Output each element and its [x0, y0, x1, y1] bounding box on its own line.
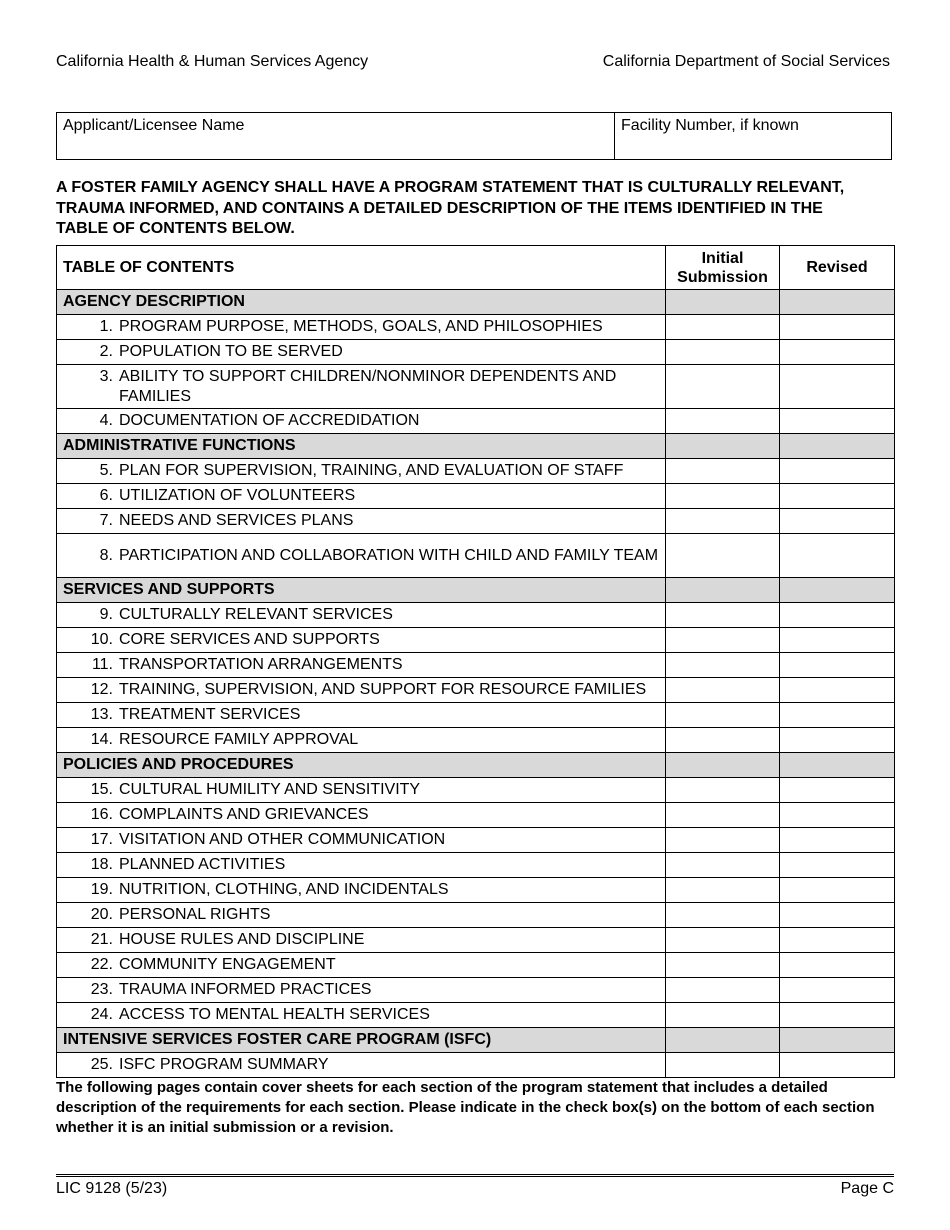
initial-submission-checkbox-cell[interactable] — [666, 509, 780, 534]
section-initial-cell — [666, 578, 780, 603]
table-row — [57, 509, 895, 534]
section-revised-cell — [780, 434, 895, 459]
facility-number-field[interactable] — [615, 113, 891, 159]
item-label: NEEDS AND SERVICES PLANS — [119, 512, 354, 529]
item-number: 23. — [90, 981, 113, 998]
item-number: 8. — [99, 546, 113, 564]
table-row — [57, 1053, 895, 1078]
table-row — [57, 365, 895, 409]
revised-checkbox-cell[interactable] — [780, 978, 895, 1003]
initial-submission-checkbox-cell[interactable] — [666, 978, 780, 1003]
item-cell — [57, 828, 666, 853]
table-row — [57, 484, 895, 509]
item-label: PLAN FOR SUPERVISION, TRAINING, AND EVALUATION OF STAFF — [119, 462, 624, 479]
table-row — [57, 534, 895, 578]
item-number: 10. — [90, 631, 113, 648]
revised-checkbox-cell[interactable] — [780, 315, 895, 340]
table-row — [57, 903, 895, 928]
item-number: 18. — [90, 856, 113, 873]
initial-submission-checkbox-cell[interactable] — [666, 1003, 780, 1028]
item-cell — [57, 1003, 666, 1028]
item-cell — [57, 603, 666, 628]
item-label: DOCUMENTATION OF ACCREDIDATION — [119, 412, 420, 429]
section-initial-cell — [666, 434, 780, 459]
item-number: 14. — [90, 731, 113, 748]
revised-checkbox-cell[interactable] — [780, 459, 895, 484]
col-header-revised: Revised — [780, 246, 895, 290]
form-id: LIC 9128 (5/23) — [56, 1180, 168, 1197]
item-number: 20. — [90, 906, 113, 923]
initial-submission-checkbox-cell[interactable] — [666, 878, 780, 903]
revised-checkbox-cell[interactable] — [780, 778, 895, 803]
table-row — [57, 703, 895, 728]
applicant-name-field[interactable] — [57, 113, 615, 159]
applicant-name-label: Applicant/Licensee Name — [63, 117, 245, 134]
revised-checkbox-cell[interactable] — [780, 703, 895, 728]
revised-checkbox-cell[interactable] — [780, 365, 895, 409]
revised-checkbox-cell[interactable] — [780, 1003, 895, 1028]
table-row — [57, 603, 895, 628]
table-row — [57, 953, 895, 978]
page-number: Page C — [840, 1180, 894, 1197]
item-label: COMPLAINTS AND GRIEVANCES — [119, 806, 369, 823]
revised-checkbox-cell[interactable] — [780, 928, 895, 953]
item-label: POPULATION TO BE SERVED — [119, 343, 343, 360]
initial-submission-checkbox-cell[interactable] — [666, 678, 780, 703]
item-cell — [57, 803, 666, 828]
item-cell — [57, 365, 666, 409]
initial-submission-checkbox-cell[interactable] — [666, 778, 780, 803]
item-number: 6. — [99, 487, 113, 504]
table-row — [57, 628, 895, 653]
section-revised-cell — [780, 578, 895, 603]
table-row — [57, 978, 895, 1003]
table-row — [57, 928, 895, 953]
item-number: 13. — [90, 706, 113, 723]
revised-checkbox-cell[interactable] — [780, 653, 895, 678]
item-number: 12. — [90, 681, 113, 698]
item-number: 15. — [90, 781, 113, 798]
initial-submission-checkbox-cell[interactable] — [666, 803, 780, 828]
item-label: CULTURALLY RELEVANT SERVICES — [119, 606, 393, 623]
initial-submission-checkbox-cell[interactable] — [666, 365, 780, 409]
footer-note: The following pages contain cover sheets for each section of the program statement that includes a detailed description of the requirements for each section. Please indicate in the check box(s) on the bottom of each section whether it is an initial submission or a revision. — [56, 1079, 875, 1136]
item-number: 22. — [90, 956, 113, 973]
item-cell — [57, 878, 666, 903]
initial-submission-checkbox-cell[interactable] — [666, 903, 780, 928]
toc-body — [57, 290, 895, 1078]
initial-submission-checkbox-cell[interactable] — [666, 459, 780, 484]
item-label: PLANNED ACTIVITIES — [119, 856, 286, 873]
item-label: TRAUMA INFORMED PRACTICES — [119, 981, 372, 998]
item-number: 16. — [90, 806, 113, 823]
item-label: RESOURCE FAMILY APPROVAL — [119, 731, 359, 748]
section-revised-cell — [780, 753, 895, 778]
facility-number-label: Facility Number, if known — [621, 117, 799, 134]
table-row — [57, 878, 895, 903]
section-initial-cell — [666, 753, 780, 778]
initial-submission-checkbox-cell[interactable] — [666, 1053, 780, 1078]
section-row — [57, 290, 895, 315]
item-label: ISFC PROGRAM SUMMARY — [119, 1056, 329, 1073]
item-cell — [57, 484, 666, 509]
table-row — [57, 1003, 895, 1028]
item-label: CORE SERVICES AND SUPPORTS — [119, 631, 380, 648]
initial-submission-checkbox-cell[interactable] — [666, 534, 780, 578]
item-number: 9. — [99, 606, 113, 623]
revised-checkbox-cell[interactable] — [780, 678, 895, 703]
revised-checkbox-cell[interactable] — [780, 903, 895, 928]
revised-checkbox-cell[interactable] — [780, 828, 895, 853]
item-label: COMMUNITY ENGAGEMENT — [119, 956, 336, 973]
item-label: TRAINING, SUPERVISION, AND SUPPORT FOR RESOURCE FAMILIES — [119, 681, 647, 698]
item-cell — [57, 1053, 666, 1078]
section-initial-cell — [666, 290, 780, 315]
revised-checkbox-cell[interactable] — [780, 878, 895, 903]
item-cell — [57, 978, 666, 1003]
item-cell — [57, 928, 666, 953]
initial-submission-checkbox-cell[interactable] — [666, 703, 780, 728]
section-title: ADMINISTRATIVE FUNCTIONS — [57, 434, 666, 459]
toc-header-row — [57, 246, 895, 290]
revised-checkbox-cell[interactable] — [780, 628, 895, 653]
table-row — [57, 728, 895, 753]
table-row — [57, 778, 895, 803]
item-label: HOUSE RULES AND DISCIPLINE — [119, 931, 365, 948]
item-cell — [57, 459, 666, 484]
revised-checkbox-cell[interactable] — [780, 340, 895, 365]
revised-checkbox-cell[interactable] — [780, 853, 895, 878]
item-number: 1. — [99, 318, 113, 335]
table-row — [57, 678, 895, 703]
item-label: PERSONAL RIGHTS — [119, 906, 271, 923]
section-revised-cell — [780, 1028, 895, 1053]
item-number: 7. — [99, 512, 113, 529]
initial-submission-checkbox-cell[interactable] — [666, 340, 780, 365]
item-cell — [57, 853, 666, 878]
item-cell — [57, 903, 666, 928]
item-number: 21. — [90, 931, 113, 948]
table-row — [57, 853, 895, 878]
item-cell — [57, 703, 666, 728]
item-label: TRANSPORTATION ARRANGEMENTS — [119, 656, 403, 673]
initial-submission-checkbox-cell[interactable] — [666, 728, 780, 753]
revised-checkbox-cell[interactable] — [780, 484, 895, 509]
initial-submission-checkbox-cell[interactable] — [666, 828, 780, 853]
item-cell — [57, 534, 666, 578]
initial-submission-checkbox-cell[interactable] — [666, 603, 780, 628]
item-number: 5. — [99, 462, 113, 479]
initial-submission-checkbox-cell[interactable] — [666, 315, 780, 340]
item-label: ABILITY TO SUPPORT CHILDREN/NONMINOR DEPENDENTS AND FAMILIES — [119, 367, 617, 405]
section-row — [57, 753, 895, 778]
section-initial-cell — [666, 1028, 780, 1053]
applicant-info-box — [56, 112, 892, 160]
table-row — [57, 409, 895, 434]
item-cell — [57, 315, 666, 340]
item-cell — [57, 678, 666, 703]
item-number: 24. — [90, 1006, 113, 1023]
revised-checkbox-cell[interactable] — [780, 1053, 895, 1078]
item-label: NUTRITION, CLOTHING, AND INCIDENTALS — [119, 881, 449, 898]
agency-name-left: California Health & Human Services Agency — [56, 53, 369, 70]
item-cell — [57, 953, 666, 978]
item-label: UTILIZATION OF VOLUNTEERS — [119, 487, 356, 504]
item-cell — [57, 653, 666, 678]
initial-submission-checkbox-cell[interactable] — [666, 409, 780, 434]
section-title: POLICIES AND PROCEDURES — [57, 753, 666, 778]
section-title: INTENSIVE SERVICES FOSTER CARE PROGRAM (ISFC) — [57, 1028, 666, 1053]
toc-title: TABLE OF CONTENTS — [57, 246, 666, 290]
intro-statement: A FOSTER FAMILY AGENCY SHALL HAVE A PROGRAM STATEMENT THAT IS CULTURALLY RELEVANT, TRAUMA INFORMED, AND CONTAINS A DETAILED DESCRIPTION OF THE ITEMS IDENTIFIED IN THE TABLE OF CONTENTS BELOW. — [56, 179, 845, 237]
item-cell — [57, 409, 666, 434]
table-row — [57, 828, 895, 853]
table-row — [57, 315, 895, 340]
table-row — [57, 459, 895, 484]
revised-checkbox-cell[interactable] — [780, 728, 895, 753]
revised-checkbox-cell[interactable] — [780, 534, 895, 578]
item-cell — [57, 509, 666, 534]
item-label: PROGRAM PURPOSE, METHODS, GOALS, AND PHILOSOPHIES — [119, 318, 603, 335]
section-row — [57, 434, 895, 459]
revised-checkbox-cell[interactable] — [780, 953, 895, 978]
initial-submission-checkbox-cell[interactable] — [666, 953, 780, 978]
item-number: 4. — [99, 412, 113, 429]
revised-checkbox-cell[interactable] — [780, 603, 895, 628]
item-label: PARTICIPATION AND COLLABORATION WITH CHILD AND FAMILY TEAM — [119, 546, 659, 564]
item-label: CULTURAL HUMILITY AND SENSITIVITY — [119, 781, 421, 798]
section-title: AGENCY DESCRIPTION — [57, 290, 666, 315]
section-row — [57, 578, 895, 603]
table-row — [57, 803, 895, 828]
table-of-contents — [56, 245, 895, 1078]
item-label: ACCESS TO MENTAL HEALTH SERVICES — [119, 1006, 430, 1023]
revised-checkbox-cell[interactable] — [780, 509, 895, 534]
initial-submission-checkbox-cell[interactable] — [666, 928, 780, 953]
item-number: 17. — [90, 831, 113, 848]
revised-checkbox-cell[interactable] — [780, 409, 895, 434]
section-title: SERVICES AND SUPPORTS — [57, 578, 666, 603]
revised-checkbox-cell[interactable] — [780, 803, 895, 828]
footer-rule — [56, 1174, 894, 1177]
table-row — [57, 653, 895, 678]
section-row — [57, 1028, 895, 1053]
item-cell — [57, 340, 666, 365]
initial-submission-checkbox-cell[interactable] — [666, 484, 780, 509]
item-cell — [57, 628, 666, 653]
item-label: VISITATION AND OTHER COMMUNICATION — [119, 831, 446, 848]
item-number: 19. — [90, 881, 113, 898]
item-cell — [57, 728, 666, 753]
col-header-initial: Initial Submission — [666, 246, 780, 290]
initial-submission-checkbox-cell[interactable] — [666, 628, 780, 653]
item-number: 2. — [99, 343, 113, 360]
initial-submission-checkbox-cell[interactable] — [666, 653, 780, 678]
item-cell — [57, 778, 666, 803]
section-revised-cell — [780, 290, 895, 315]
item-number: 11. — [91, 656, 113, 673]
initial-submission-checkbox-cell[interactable] — [666, 853, 780, 878]
agency-name-right: California Department of Social Services — [602, 53, 890, 70]
item-number: 25. — [90, 1056, 113, 1073]
table-row — [57, 340, 895, 365]
item-number: 3. — [99, 367, 113, 385]
item-label: TREATMENT SERVICES — [119, 706, 301, 723]
